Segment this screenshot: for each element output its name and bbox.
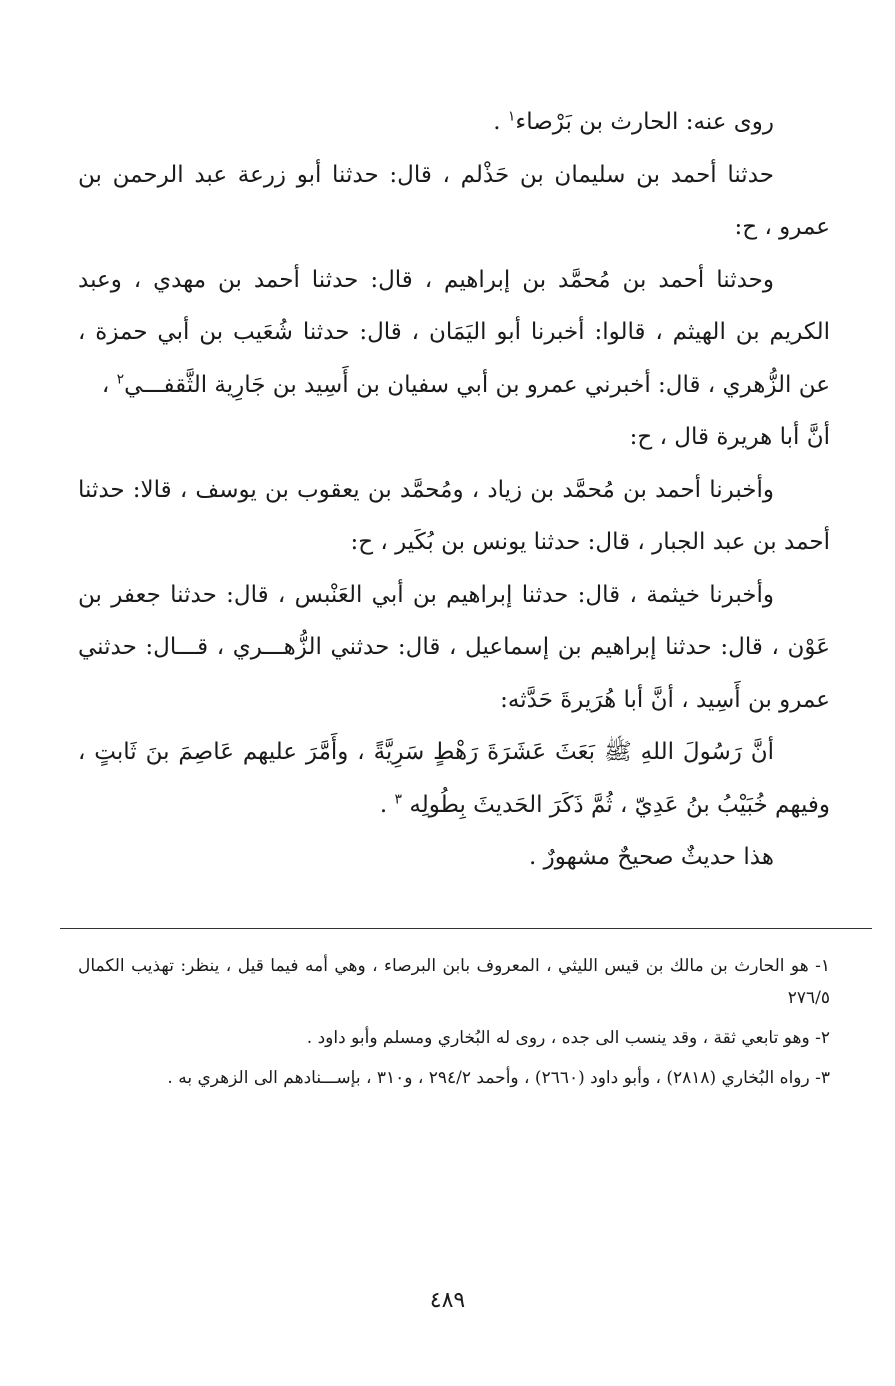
footnote-ref-3[interactable]: ٣ [394,790,403,807]
paragraph-isnad-4: وأخبرنا خيثمة ، قال: حدثنا إبراهيم بن أبي العَنْبس ، قال: حدثنا جعفر بن عَوْن ، قال: حدثنا إبراهيم بن إسماعيل ، قال: حدثني الزُّهـــري ، قـــال: حدثني عمرو بن أَسِيد ، أنَّ أبا هُرَيرةَ حَدَّثه: [78,581,830,713]
paragraph-grading: هذا حديثٌ صحيحٌ مشهورٌ . [528,844,774,870]
paragraph-isnad-2-continued: أنَّ أبا هريرة قال ، ح: [629,424,830,450]
paragraph-isnad-1: حدثنا أحمد بن سليمان بن حَذْلم ، قال: حدثنا أبو زرعة عبد الرحمن بن عمرو ، ح: [78,161,830,240]
footnote-1: ١- هو الحارث بن مالك بن قيس الليثي ، المعروف بابن البرصاء ، وهي أمه فيما قيل ، ينظر: تهذيب الكمال ٢٧٦/٥ [78,956,830,1008]
footnote-ref-1[interactable]: ١ [507,108,516,125]
paragraph-isnad-2: وحدثنا أحمد بن مُحمَّد بن إبراهيم ، قال: حدثنا أحمد بن مهدي ، وعبد الكريم بن الهيثم ، قالوا: أخبرنا أبو اليَمَان ، قال: حدثنا شُعَيب بن أبي حمزة ، عن الزُّهري ، قال: أخبرني عمرو بن أبي سفيان بن أَسِيد بن جَارِية الثَّقفـــي$^٢$ ، [78,266,830,398]
paragraph-isnad-3: وأخبرنا أحمد بن مُحمَّد بن زياد ، ومُحمَّد بن يعقوب بن يوسف ، قالا: حدثنا أحمد بن عبد الجبار ، قال: حدثنا يونس بن بُكَير ، ح: [78,476,830,555]
main-text [78,96,830,884]
paragraph-hadith-matn: أنَّ رَسُولَ اللهِ ﷺ بَعَثَ عَشَرَةَ رَهْطٍ سَرِيَّةً ، وأَمَّرَ عليهم عَاصِمَ بنَ ثَابتٍ ، وفيهم خُبَيْبُ بنُ عَدِيّ ، ثُمَّ ذَكَرَ الحَديثَ بِطُولِه $^٣$ . [78,739,830,818]
page-number: ٤٨٩ [429,1288,466,1313]
footnotes [78,950,830,1102]
footnote-2: ٢- وهو تابعي ثقة ، وقد ينسب الى جده ، روى له البُخاري ومسلم وأبو داود . [306,1028,830,1048]
footnote-3: ٣- رواه البُخاري (٢٨١٨) ، وأبو داود (٢٦٦٠) ، وأحمد ٢٩٤/٢ ، و٣١٠ ، بإســـنادهم الى الزهري به . [167,1068,830,1088]
footnote-ref-2[interactable]: ٢ [116,370,125,387]
paragraph-narrators: روى عنه: الحارث بن بَرْصاء$^١$ . [493,108,774,135]
footnote-divider [60,928,872,929]
